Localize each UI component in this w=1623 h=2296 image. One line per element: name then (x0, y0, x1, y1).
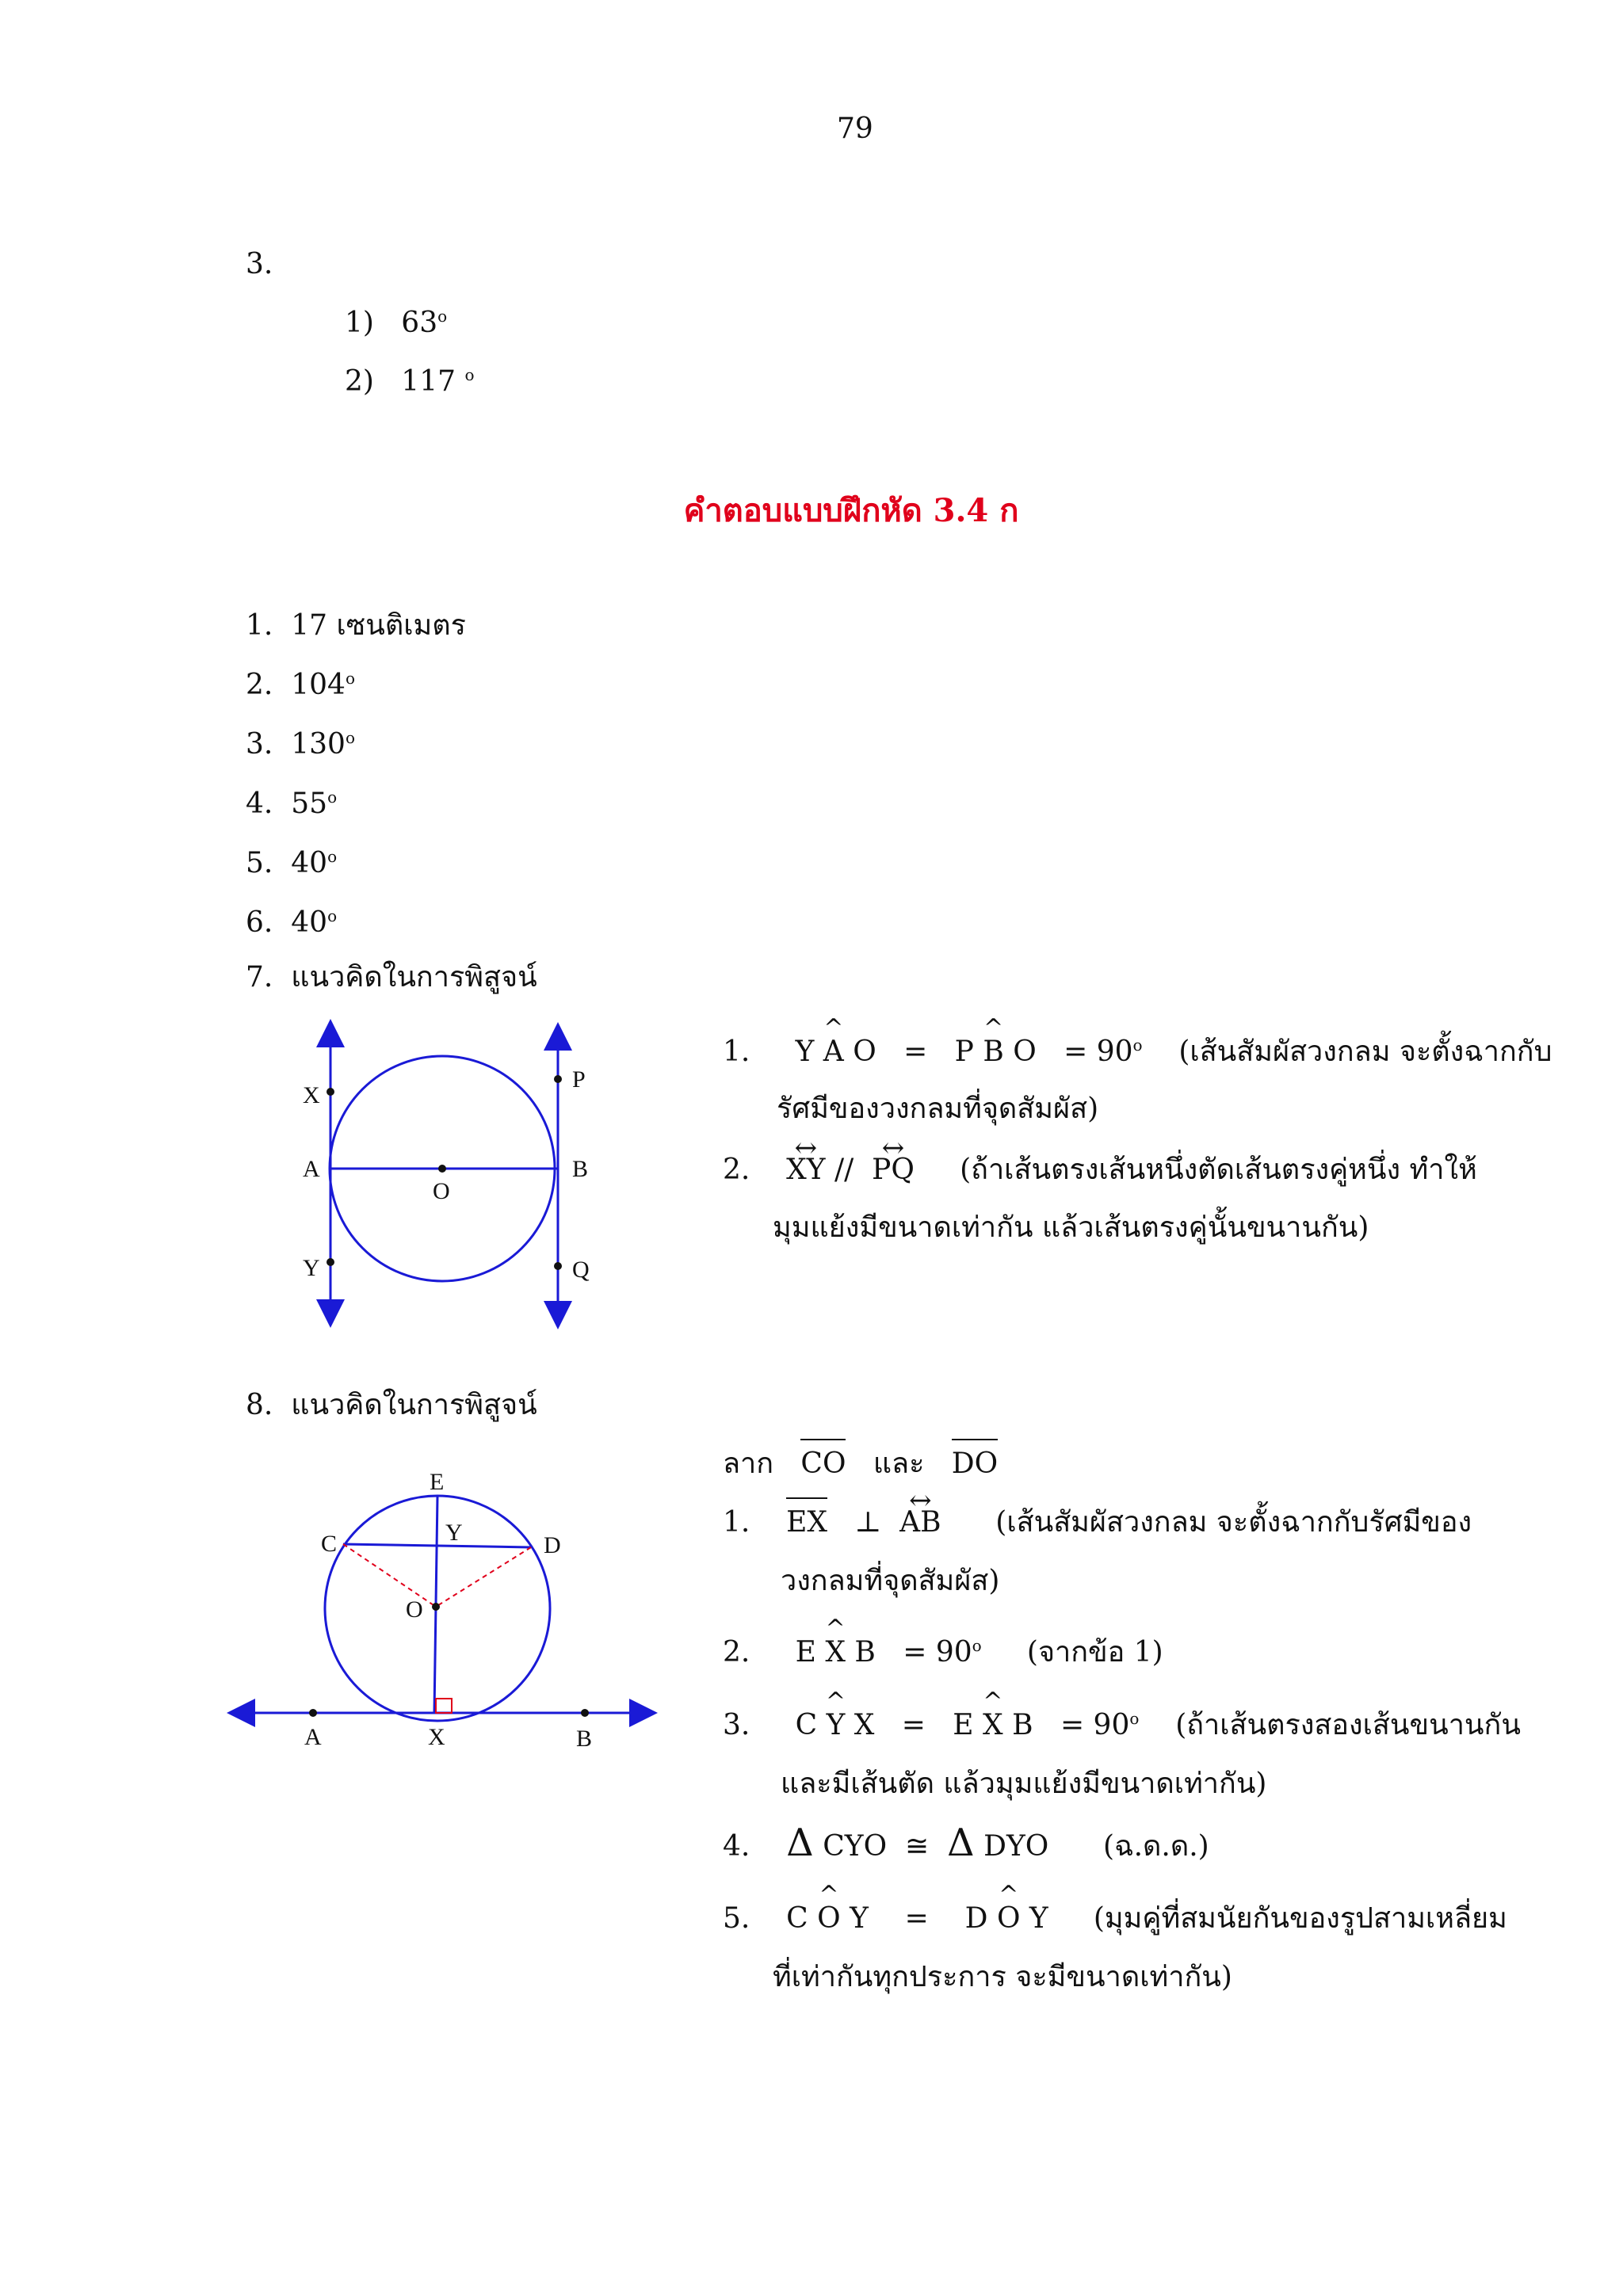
vertex-letter: ^ X (983, 1708, 1003, 1743)
angle-exb (796, 1636, 876, 1669)
degree-sign: o (437, 307, 448, 326)
point-y (327, 1258, 334, 1266)
answer-7 (246, 960, 537, 995)
vertex-letter: B (1012, 1709, 1033, 1741)
point-b (581, 1709, 589, 1717)
answer-number: 6. (246, 906, 273, 939)
answer-1 (246, 608, 466, 643)
point-o (432, 1603, 440, 1611)
vertex-letter: ^ O (817, 1901, 841, 1936)
degree-sign: o (327, 906, 338, 925)
proof8-step2 (723, 1635, 1163, 1670)
answer-text: 55 (291, 788, 328, 820)
vertex-letter: O (1013, 1035, 1037, 1068)
label-x: X (428, 1724, 445, 1750)
figure-8-diagram (238, 1466, 650, 1751)
segment-do (436, 1547, 531, 1607)
proof8-step1 (723, 1505, 1472, 1540)
angle-yao (796, 1035, 876, 1068)
angle-value: = 90 (1064, 1035, 1133, 1068)
equals-sign: = (901, 1709, 926, 1741)
q3-answer-2-label: 2) (345, 365, 374, 398)
line-pq-symbol: ↔ PQ (872, 1153, 915, 1188)
q3-answer-1 (345, 306, 447, 341)
point-p (554, 1075, 562, 1083)
answer-number: 3. (246, 728, 273, 761)
angle-value: = 90 (903, 1636, 972, 1669)
segment-co-symbol: CO (800, 1447, 846, 1480)
figure-7-diagram (293, 1030, 590, 1323)
perpendicular-sign: ⊥ (854, 1506, 882, 1539)
answer-number: 1. (246, 609, 273, 642)
proof8-intro (723, 1447, 998, 1482)
q3-answer-1-label: 1) (345, 307, 374, 339)
and-word: และ (873, 1447, 925, 1480)
vertex-letter: B (854, 1636, 876, 1669)
answer-text: 17 เซนติเมตร (291, 609, 466, 642)
degree-sign: o (327, 847, 338, 866)
reason-text: (ถ้าเส้นตรงสองเส้นขนานกัน (1175, 1709, 1521, 1741)
label-o: O (433, 1178, 450, 1204)
vertex-letter: P (954, 1035, 974, 1068)
degree-sign: o (1129, 1709, 1140, 1728)
angle-coy (786, 1902, 869, 1935)
degree-sign: o (464, 365, 475, 384)
answer-6 (246, 906, 337, 940)
vertex-letter: Y (1029, 1902, 1048, 1935)
label-c: C (321, 1531, 338, 1557)
proof7-step2-reason-cont: มุมแย้งมีขนาดเท่ากัน แล้วเส้นตรงคู่นั้นขนานกัน) (773, 1211, 1369, 1244)
answer-number: 2. (246, 669, 273, 701)
draw-word: ลาก (723, 1447, 774, 1480)
vertex-letter: E (795, 1636, 816, 1669)
q3-answer-2 (345, 364, 475, 399)
angle-exb (953, 1709, 1033, 1741)
label-o: O (406, 1596, 423, 1623)
angle-pbo (955, 1035, 1037, 1068)
equals-sign: = (903, 1035, 928, 1068)
step-number: 4. (723, 1830, 750, 1863)
proof8-step3-reason-cont: และมีเส้นตัด แล้วมุมแย้งมีขนาดเท่ากัน) (781, 1768, 1267, 1800)
chord-cd (343, 1544, 531, 1547)
line-xy-symbol: ↔ XY (786, 1153, 825, 1188)
angle-doy (965, 1902, 1048, 1935)
vertex-letter: ^ Y (827, 1708, 846, 1743)
triangle-cyo: CYO (823, 1830, 888, 1863)
q3-answer-1-value: 63 (401, 307, 438, 339)
answer-text: 40 (291, 847, 328, 879)
answer-2 (246, 668, 355, 703)
triangle-dyo: DYO (983, 1830, 1049, 1863)
reason-text: (ถ้าเส้นตรงเส้นหนึ่งตัดเส้นตรงคู่หนึ่ง ทำให้ (960, 1154, 1477, 1186)
segment-ex-symbol: EX (786, 1506, 828, 1539)
triangle-symbol: Δ (786, 1821, 814, 1865)
step-number: 5. (723, 1902, 750, 1935)
equals-sign: = (904, 1902, 929, 1935)
degree-sign: o (327, 788, 338, 807)
line-ab-symbol: ↔ AB (899, 1505, 941, 1540)
proof8-step5 (723, 1901, 1507, 1936)
vertex-letter: X (854, 1709, 875, 1741)
answer-text: 130 (291, 728, 346, 761)
vertex-letter: Y (795, 1035, 815, 1068)
answer-3 (246, 727, 355, 762)
answer-number: 4. (246, 788, 273, 820)
vertex-letter: D (964, 1902, 988, 1935)
vertex-letter: ^ O (997, 1901, 1021, 1936)
point-q (554, 1262, 562, 1270)
proof7-step2 (723, 1153, 1477, 1188)
reason-text: (ฉ.ด.ด.) (1103, 1830, 1209, 1863)
answer-number: 8. (246, 1389, 273, 1421)
degree-sign: o (972, 1636, 982, 1655)
degree-sign: o (345, 728, 356, 747)
degree-sign: o (345, 669, 356, 688)
reason-text: (เส้นสัมผัสวงกลม จะตั้งฉากกับ (1178, 1035, 1552, 1068)
label-b: B (576, 1726, 593, 1752)
angle-value: = 90 (1060, 1709, 1130, 1741)
step-number: 2. (723, 1636, 750, 1669)
vertex-letter: O (853, 1035, 876, 1068)
point-o (438, 1165, 446, 1173)
answer-number: 5. (246, 847, 273, 879)
reason-text: (มุมคู่ที่สมนัยกันของรูปสามเหลี่ยม (1093, 1902, 1507, 1935)
point-a (309, 1709, 317, 1717)
label-x: X (303, 1082, 320, 1108)
label-y: Y (303, 1255, 320, 1281)
label-b: B (572, 1156, 589, 1182)
q3-answer-2-value: 117 (401, 365, 456, 398)
vertex-letter: ^ B (983, 1035, 1003, 1070)
answer-text: 40 (291, 906, 328, 939)
triangle-symbol: Δ (947, 1821, 975, 1865)
right-angle-mark (436, 1699, 452, 1713)
vertex-letter: C (795, 1709, 818, 1741)
label-e: E (430, 1469, 445, 1495)
reason-text: (จากข้อ 1) (1026, 1636, 1163, 1669)
answer-text: แนวคิดในการพิสูจน์ (291, 1389, 537, 1421)
congruent-sign: ≅ (904, 1830, 930, 1863)
section-title: คำตอบแบบฝึกหัด 3.4 ก (683, 492, 1019, 529)
answer-text: แนวคิดในการพิสูจน์ (291, 961, 537, 994)
label-d: D (544, 1532, 561, 1558)
step-number: 2. (723, 1154, 750, 1186)
page-number: 79 (837, 113, 873, 145)
vertex-letter: ^ X (825, 1635, 846, 1670)
step-number: 1. (723, 1035, 750, 1068)
answer-number: 7. (246, 961, 273, 994)
vertex-letter: Y (850, 1902, 869, 1935)
segment-do-symbol: DO (951, 1447, 999, 1480)
proof8-step3 (723, 1708, 1521, 1743)
parallel-sign: // (834, 1154, 854, 1186)
vertex-letter: C (786, 1902, 808, 1935)
proof7-step1-reason-cont: รัศมีของวงกลมที่จุดสัมผัส) (777, 1093, 1099, 1125)
reason-text: (เส้นสัมผัสวงกลม จะตั้งฉากกับรัศมีของ (995, 1506, 1472, 1539)
proof8-step4 (723, 1821, 1209, 1865)
label-a: A (304, 1724, 322, 1750)
proof8-step5-reason-cont: ที่เท่ากันทุกประการ จะมีขนาดเท่ากัน) (773, 1961, 1232, 1993)
proof8-step1-reason-cont: วงกลมที่จุดสัมผัส) (781, 1565, 1000, 1597)
label-y: Y (445, 1520, 463, 1546)
angle-cyx (796, 1709, 875, 1741)
vertex-letter: ^ A (823, 1035, 844, 1070)
degree-sign: o (1132, 1035, 1143, 1055)
label-q: Q (572, 1257, 590, 1283)
proof7-step1 (723, 1035, 1552, 1070)
point-x (327, 1088, 334, 1096)
label-p: P (572, 1066, 586, 1093)
vertex-letter: E (953, 1709, 974, 1741)
step-number: 1. (723, 1506, 750, 1539)
step-number: 3. (723, 1709, 750, 1741)
q3-number: 3. (246, 248, 273, 280)
answer-4 (246, 787, 337, 822)
label-a: A (303, 1156, 320, 1182)
answer-text: 104 (291, 669, 346, 701)
answer-8 (246, 1388, 537, 1423)
answer-5 (246, 846, 337, 881)
